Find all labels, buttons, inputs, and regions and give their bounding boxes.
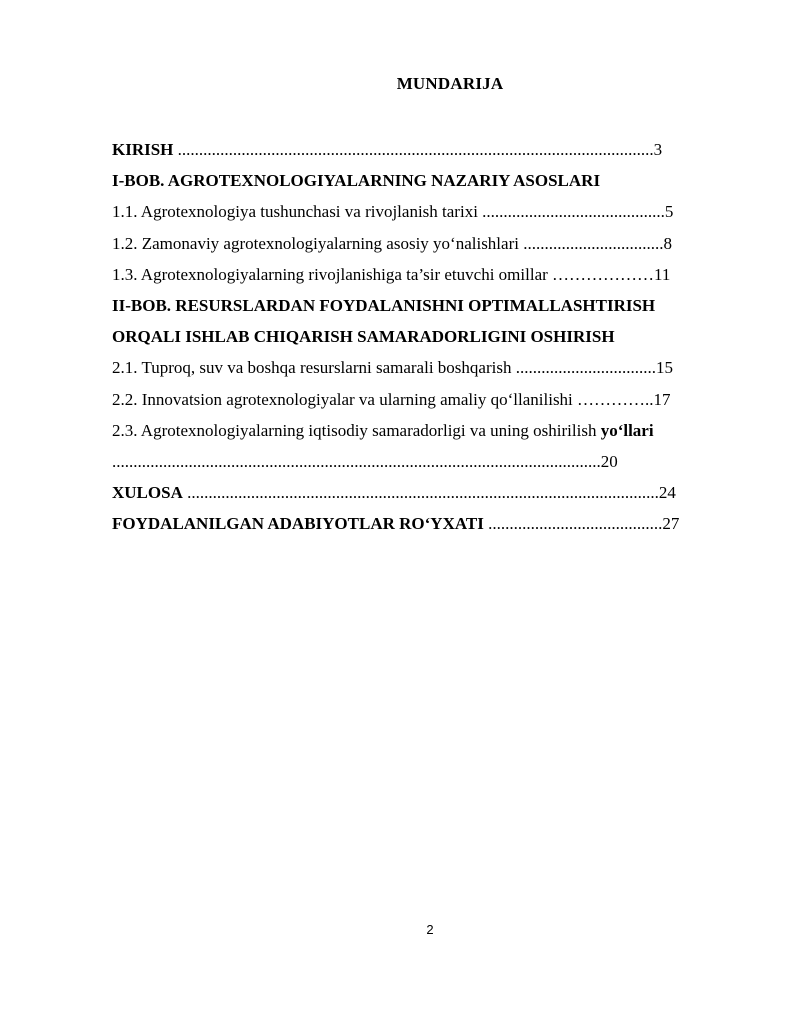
toc-entry-label: ORQALI ISHLAB CHIQARISH SAMARADORLIGINI OSHIRISH — [112, 327, 615, 347]
toc-entry-adabiyotlar — [112, 512, 722, 543]
toc-entry-1-1 — [112, 200, 722, 231]
toc-entry-kirish — [112, 138, 722, 169]
toc-entry-label: 1.3. Agrotexnologiyalarning rivojlanishiga ta’sir etuvchi omillar — [112, 264, 548, 284]
toc-entry-label: II-BOB. RESURSLARDAN FOYDALANISHNI OPTIMALLASHTIRISH — [112, 295, 656, 315]
toc-entry-chapter-1 — [112, 169, 722, 200]
toc-entry-label: 2.3. Agrotexnologiyalarning iqtisodiy samaradorligi va uning oshirilish — [112, 420, 601, 440]
toc-entry-leader: …………..17 — [572, 389, 671, 409]
toc-entry-2-3 — [112, 419, 722, 450]
toc-title: MUNDARIJA — [396, 74, 504, 93]
toc-entry-1-3 — [112, 263, 722, 294]
toc-entry-2-3-cont — [112, 450, 722, 481]
toc-entry-chapter-2-cont — [112, 325, 722, 356]
toc-entry-leader: ...........................................5 — [477, 202, 674, 222]
toc-entry-label: KIRISH — [112, 140, 174, 159]
toc-entry-label: 1.1. Agrotexnologiya tushunchasi va rivojlanish tarixi — [112, 202, 478, 222]
toc-entry-label-bold: yo‘llari — [600, 420, 654, 440]
toc-entry-2-1 — [112, 356, 722, 387]
page-number: 2 — [426, 922, 434, 937]
toc-entry-leader: .................................15 — [511, 358, 673, 378]
toc-entry-label: 2.1. Tuproq, suv va boshqa resurslarni samarali boshqarish — [112, 358, 512, 378]
toc-entry-1-2 — [112, 232, 722, 263]
toc-entry-label: 2.2. Innovatsion agrotexnologiyalar va ularning amaliy qo‘llanilishi — [112, 389, 573, 409]
toc-entry-chapter-2 — [112, 294, 722, 325]
toc-entry-leader: ...................................................................................................................20 — [112, 451, 618, 471]
toc-entry-label: FOYDALANILGAN ADABIYOTLAR RO‘YXATI — [112, 514, 484, 534]
toc-entry-leader: ………………11 — [547, 264, 671, 284]
toc-entry-leader: ................................................................................................................3 — [173, 140, 663, 159]
toc-entry-leader: .........................................27 — [483, 514, 680, 534]
toc-entry-leader: .................................8 — [518, 233, 672, 253]
toc-entry-label: 1.2. Zamonaviy agrotexnologiyalarning asosiy yo‘nalishlari — [112, 233, 519, 253]
toc-entry-label: I-BOB. AGROTEXNOLOGIYALARNING NAZARIY ASOSLARI — [112, 171, 601, 191]
toc-entry-2-2 — [112, 388, 722, 419]
table-of-contents — [112, 138, 722, 543]
toc-entry-label: XULOSA — [112, 483, 183, 503]
toc-entry-xulosa — [112, 481, 722, 512]
toc-entry-leader: ...............................................................................................................24 — [182, 483, 676, 503]
